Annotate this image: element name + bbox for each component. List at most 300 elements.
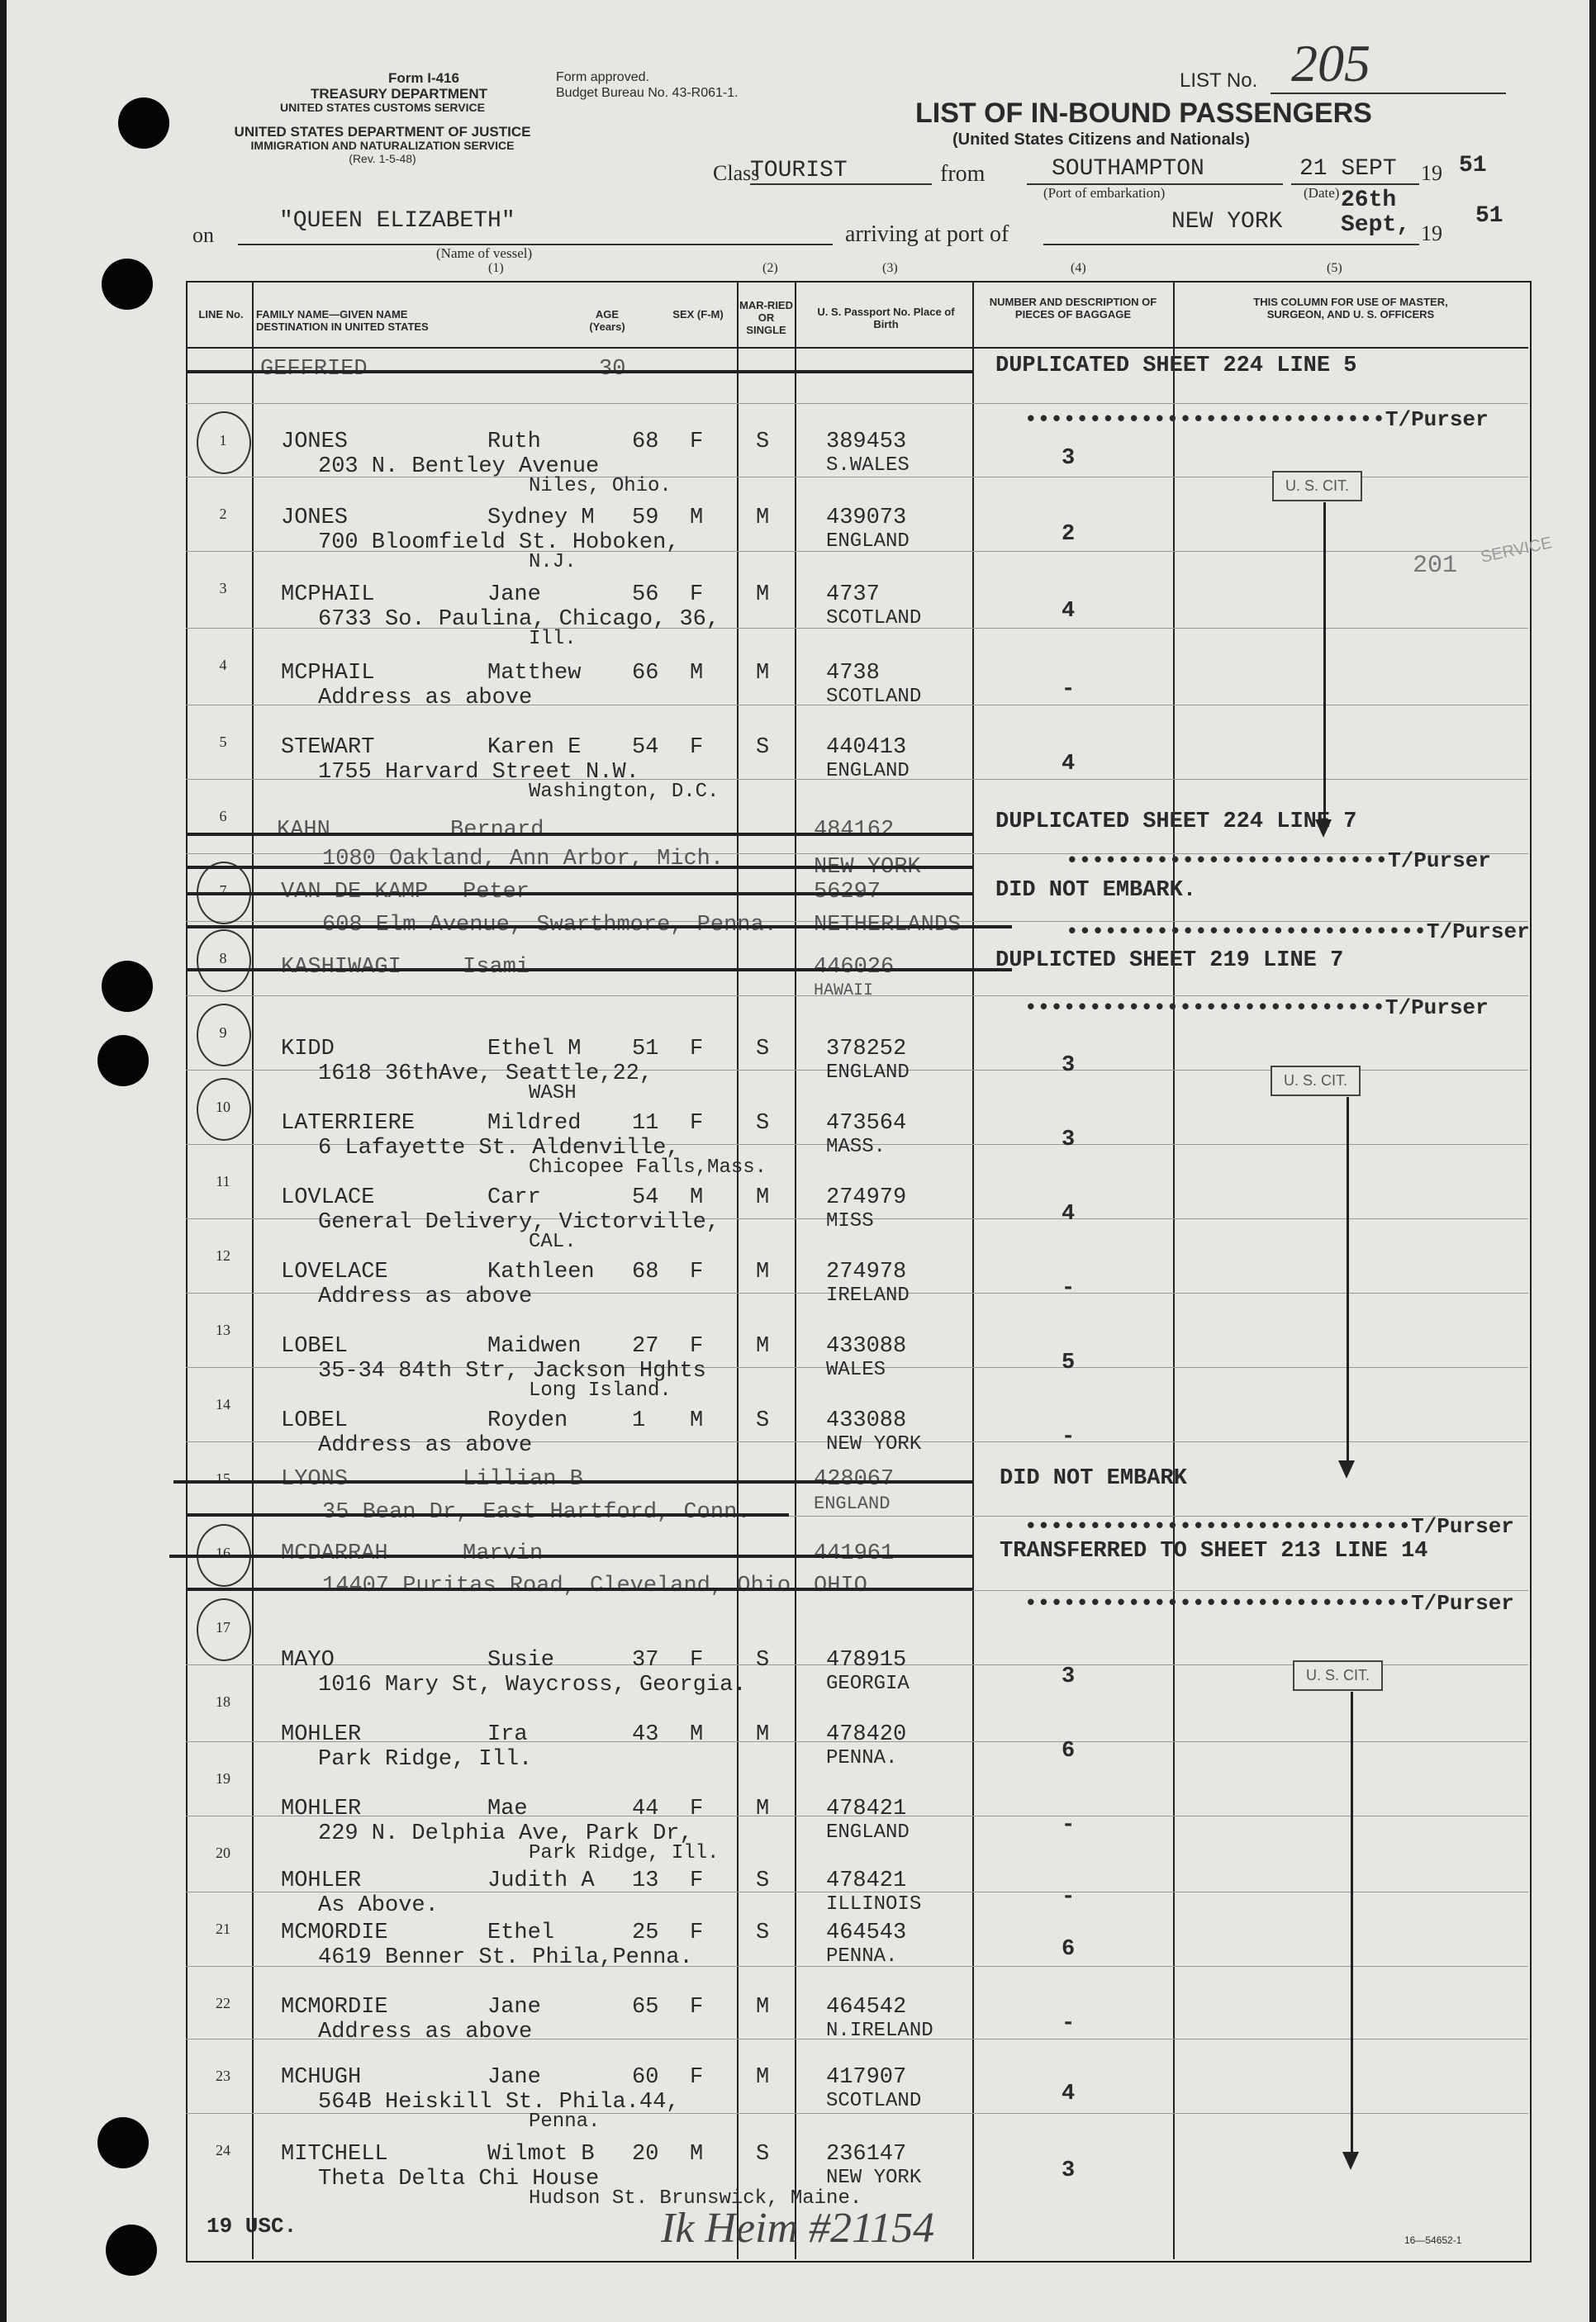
line-number: 23 xyxy=(216,2068,230,2084)
punch-hole xyxy=(118,97,169,149)
baggage-count: - xyxy=(1062,2011,1076,2036)
passport-number: 433088 xyxy=(826,1334,907,1359)
struck-name: MCDARRAH xyxy=(281,1541,388,1566)
age: 68 xyxy=(632,1260,659,1284)
purser-line: ••••••••••••••••••••••••••••T/Purser xyxy=(1024,407,1489,432)
marital-status: S xyxy=(756,1037,770,1061)
col-divider xyxy=(737,281,739,2259)
marital-status: S xyxy=(756,1408,770,1433)
strike-line xyxy=(186,1588,972,1591)
marital-status: M xyxy=(756,1334,770,1359)
col-married: MAR-RIED OR SINGLE xyxy=(739,299,793,336)
address-line-2: Ill. xyxy=(529,628,577,650)
family-name: MCMORDIE xyxy=(281,1995,388,2020)
struck-name: KASHIWAGI xyxy=(281,955,401,980)
age: 68 xyxy=(632,430,659,454)
struck-address: 35 Bean Dr, East Hartford, Conn. xyxy=(322,1500,751,1525)
struck-birth: NETHERLANDS xyxy=(814,913,962,938)
line-number: 20 xyxy=(216,1845,230,1861)
from-value: SOUTHAMPTON xyxy=(1052,156,1204,182)
birth-place: N.IRELAND xyxy=(826,2020,933,2042)
family-name: MCHUGH xyxy=(281,2065,362,2090)
given-name: Carr xyxy=(487,1185,541,1210)
marital-status: M xyxy=(756,1797,770,1821)
given-name: Wilmot B xyxy=(487,2142,595,2167)
sex: M xyxy=(690,1185,704,1210)
struck-remark: DUPLICATED SHEET 224 LINE 7 xyxy=(995,810,1357,834)
age: 44 xyxy=(632,1797,659,1821)
family-name: KIDD xyxy=(281,1037,335,1061)
col-baggage: NUMBER AND DESCRIPTION OF PIECES OF BAGGAGE xyxy=(989,296,1157,321)
birth-place: ENGLAND xyxy=(826,760,910,782)
birth-place: GEORGIA xyxy=(826,1673,910,1695)
baggage-count: 6 xyxy=(1062,1739,1076,1764)
punch-hole xyxy=(97,2117,149,2168)
struck-name: KAHN xyxy=(277,818,330,843)
birth-place: MASS. xyxy=(826,1136,886,1158)
birth-place: IRELAND xyxy=(826,1284,910,1307)
col-family-name: FAMILY NAME—GIVEN NAME xyxy=(256,308,408,321)
form-number: Form I-416 xyxy=(388,70,459,86)
passport-number: 439073 xyxy=(826,506,907,530)
line-circle xyxy=(197,1004,251,1066)
page-title: LIST OF IN-BOUND PASSENGERS xyxy=(915,97,1372,129)
baggage-count: 3 xyxy=(1062,1128,1076,1152)
family-name: LOBEL xyxy=(281,1408,349,1433)
vessel-caption: (Name of vessel) xyxy=(436,245,533,261)
age: 59 xyxy=(632,506,659,530)
address: 1618 36thAve, Seattle,22, xyxy=(318,1061,653,1086)
purser-line: ••••••••••••••••••••••••••••T/Purser xyxy=(1024,995,1489,1020)
arrival-underline xyxy=(1043,244,1419,245)
punch-hole xyxy=(102,961,153,1012)
col-age: AGE (Years) xyxy=(589,308,625,333)
age: 65 xyxy=(632,1995,659,2020)
address: Park Ridge, Ill. xyxy=(318,1747,533,1772)
col-divider xyxy=(972,281,974,2259)
col-divider xyxy=(252,281,254,2259)
us-cit-stamp: U. S. CIT. xyxy=(1272,471,1362,501)
birth-place: NEW YORK xyxy=(826,1433,922,1455)
age: 43 xyxy=(632,1722,659,1747)
struck-passport: 56297 xyxy=(814,880,881,905)
address-line-2: Park Ridge, Ill. xyxy=(529,1842,720,1864)
list-no-value: 205 xyxy=(1291,34,1370,93)
birth-place: PENNA. xyxy=(826,1747,898,1769)
address: Theta Delta Chi House xyxy=(318,2167,600,2191)
family-name: MCPHAIL xyxy=(281,582,375,607)
baggage-count: 4 xyxy=(1062,1202,1076,1227)
line-number: 7 xyxy=(219,882,227,899)
birth-place: S.WALES xyxy=(826,454,910,477)
given-name: Judith A xyxy=(487,1869,595,1893)
arrival-year-prefix: 19 xyxy=(1421,221,1442,245)
passport-number: 464542 xyxy=(826,1995,907,2020)
baggage-count: - xyxy=(1062,1813,1076,1838)
age: 51 xyxy=(632,1037,659,1061)
line-number: 9 xyxy=(219,1024,227,1041)
sex: M xyxy=(690,1408,704,1433)
col-divider xyxy=(1173,281,1175,2259)
passport-number: 4738 xyxy=(826,661,880,686)
given-name: Jane xyxy=(487,582,541,607)
footer-usc: 19 USC. xyxy=(207,2214,297,2239)
stamp-number: 201 xyxy=(1413,552,1458,580)
address: 4619 Benner St. Phila,Penna. xyxy=(318,1945,693,1970)
address-line-2: WASH xyxy=(529,1082,577,1104)
struck-birth: HAWAII xyxy=(814,981,874,1000)
sex: F xyxy=(690,1037,704,1061)
col-passport: U. S. Passport No. Place of Birth xyxy=(817,306,955,330)
vessel-name: "QUEEN ELIZABETH" xyxy=(279,208,515,234)
given-name: Ira xyxy=(487,1722,528,1747)
justice-dept: UNITED STATES DEPARTMENT OF JUSTICE xyxy=(234,124,531,140)
family-name: MITCHELL xyxy=(281,2142,388,2167)
punch-hole xyxy=(106,2225,157,2276)
struck-address: 608 Elm Avenue, Swarthmore, Penna. xyxy=(322,913,777,938)
passport-number: 478421 xyxy=(826,1869,907,1893)
baggage-count: 2 xyxy=(1062,522,1076,547)
family-name: JONES xyxy=(281,506,349,530)
given-name: Jane xyxy=(487,2065,541,2090)
family-name: LOVLACE xyxy=(281,1185,375,1210)
address: 6733 So. Paulina, Chicago, 36, xyxy=(318,607,720,632)
year-value: 51 xyxy=(1459,153,1487,178)
birth-place: SCOTLAND xyxy=(826,686,922,708)
birth-place: ENGLAND xyxy=(826,530,910,553)
col-officers: THIS COLUMN FOR USE OF MASTER, SURGEON, AND U. S. OFFICERS xyxy=(1253,296,1448,321)
passport-number: 440413 xyxy=(826,735,907,760)
address: 1755 Harvard Street N.W. xyxy=(318,760,639,785)
sex: F xyxy=(690,2065,704,2090)
sex: M xyxy=(690,506,704,530)
line-number: 15 xyxy=(216,1470,230,1487)
age: 25 xyxy=(632,1921,659,1945)
strike-line xyxy=(186,370,972,373)
strike-line xyxy=(186,925,1012,928)
struck-name: GEFFRIED xyxy=(260,357,368,382)
address: Address as above xyxy=(318,686,533,710)
passport-number: 473564 xyxy=(826,1111,907,1136)
family-name: JONES xyxy=(281,430,349,454)
struck-address: 1080 Oakland, Ann Arbor, Mich. xyxy=(322,847,724,871)
passport-number: 274978 xyxy=(826,1260,907,1284)
family-name: MOHLER xyxy=(281,1722,362,1747)
list-no-underline xyxy=(1271,93,1506,94)
baggage-count: 3 xyxy=(1062,446,1076,471)
line-circle xyxy=(197,1598,251,1661)
strike-line xyxy=(169,1555,972,1558)
sex: F xyxy=(690,1869,704,1893)
age: 13 xyxy=(632,1869,659,1893)
family-name: MCMORDIE xyxy=(281,1921,388,1945)
sex: M xyxy=(690,2142,704,2167)
address-line-2: Niles, Ohio. xyxy=(529,475,672,497)
given-name: Karen E xyxy=(487,735,582,760)
arrival-date: 26th Sept, xyxy=(1341,188,1411,238)
line-number: 16 xyxy=(216,1545,230,1561)
strike-line xyxy=(186,866,972,869)
struck-remark: DID NOT EMBARK xyxy=(1000,1466,1187,1491)
given-name: Ethel M xyxy=(487,1037,582,1061)
list-no-label: LIST No. xyxy=(1180,69,1258,92)
struck-given: Isami xyxy=(463,955,530,980)
passport-number: 417907 xyxy=(826,2065,907,2090)
family-name: MAYO xyxy=(281,1648,335,1673)
us-cit-stamp: U. S. CIT. xyxy=(1293,1660,1383,1691)
passport-number: 274979 xyxy=(826,1185,907,1210)
given-name: Sydney M xyxy=(487,506,595,530)
struck-age: 30 xyxy=(599,357,626,382)
sex: F xyxy=(690,1648,704,1673)
line-circle xyxy=(197,929,251,992)
arrival-year: 51 xyxy=(1475,203,1503,229)
address: 700 Bloomfield St. Hoboken, xyxy=(318,530,680,555)
budget-bureau: Budget Bureau No. 43-R061-1. xyxy=(556,86,739,100)
baggage-count: 5 xyxy=(1062,1351,1076,1375)
line-number: 5 xyxy=(219,734,227,750)
given-name: Jane xyxy=(487,1995,541,2020)
sex: M xyxy=(690,661,704,686)
baggage-count: 4 xyxy=(1062,752,1076,776)
struck-name: VAN DE KAMP xyxy=(281,880,429,905)
struck-birth: NEW YORK xyxy=(814,855,921,880)
given-name: Mae xyxy=(487,1797,528,1821)
line-number: 19 xyxy=(216,1770,230,1787)
col-num-4: (4) xyxy=(1071,261,1086,275)
page-subtitle: (United States Citizens and Nationals) xyxy=(952,131,1251,149)
line-number: 24 xyxy=(216,2142,230,2158)
age: 37 xyxy=(632,1648,659,1673)
on-label: on xyxy=(192,223,214,247)
line-number: 13 xyxy=(216,1322,230,1338)
vessel-underline xyxy=(238,244,833,245)
line-circle xyxy=(197,411,251,474)
struck-passport: 441961 xyxy=(814,1541,895,1566)
struck-given: Lillian B xyxy=(463,1467,583,1492)
struck-passport: 446026 xyxy=(814,955,895,980)
given-name: Susie xyxy=(487,1648,555,1673)
date-underline xyxy=(1291,183,1419,185)
marital-status: S xyxy=(756,430,770,454)
birth-place: ENGLAND xyxy=(826,1061,910,1084)
arrow-head xyxy=(1342,2152,1359,2170)
struck-address: 14407 Puritas Road, Cleveland, Ohio xyxy=(322,1574,791,1598)
arrow-line xyxy=(1351,1692,1353,2154)
address-line-2: CAL. xyxy=(529,1231,577,1253)
baggage-count: 3 xyxy=(1062,2158,1076,2183)
age: 20 xyxy=(632,2142,659,2167)
address-line-2: Hudson St. Brunswick, Maine. xyxy=(529,2187,862,2210)
sex: F xyxy=(690,430,704,454)
arrow-head xyxy=(1315,819,1332,838)
address: General Delivery, Victorville, xyxy=(318,1210,720,1235)
line-number: 11 xyxy=(216,1173,230,1189)
struck-birth: ENGLAND xyxy=(814,1493,891,1514)
passport-number: 433088 xyxy=(826,1408,907,1433)
baggage-count: - xyxy=(1062,1276,1076,1301)
line-number: 6 xyxy=(219,808,227,824)
struck-given: Peter xyxy=(463,880,530,905)
birth-place: ENGLAND xyxy=(826,1821,910,1844)
marital-status: M xyxy=(756,661,770,686)
marital-status: M xyxy=(756,1185,770,1210)
family-name: LOVELACE xyxy=(281,1260,388,1284)
sex: F xyxy=(690,1334,704,1359)
marital-status: M xyxy=(756,582,770,607)
col-line-no: LINE No. xyxy=(198,308,244,321)
class-label: Class xyxy=(713,161,760,185)
col-num-2: (2) xyxy=(762,261,778,275)
struck-remark: TRANSFERRED TO SHEET 213 LINE 14 xyxy=(1000,1539,1428,1564)
us-cit-stamp: U. S. CIT. xyxy=(1271,1066,1361,1096)
age: 54 xyxy=(632,735,659,760)
col-destination: DESTINATION IN UNITED STATES xyxy=(256,321,429,333)
birth-place: SCOTLAND xyxy=(826,2090,922,2112)
passport-number: 464543 xyxy=(826,1921,907,1945)
address-line-2: N.J. xyxy=(529,551,577,573)
address: 564B Heiskill St. Phila.44, xyxy=(318,2090,680,2115)
marital-status: S xyxy=(756,2142,770,2167)
passport-number: 236147 xyxy=(826,2142,907,2167)
passport-number: 478420 xyxy=(826,1722,907,1747)
line-circle xyxy=(197,1078,251,1141)
marital-status: M xyxy=(756,2065,770,2090)
arrival-port: NEW YORK xyxy=(1171,209,1283,235)
family-name: LOBEL xyxy=(281,1334,349,1359)
punch-hole xyxy=(97,1035,149,1086)
address: 6 Lafayette St. Aldenville, xyxy=(318,1136,680,1161)
baggage-count: - xyxy=(1062,1425,1076,1450)
line-number: 21 xyxy=(216,1921,230,1937)
sex: F xyxy=(690,1797,704,1821)
age: 11 xyxy=(632,1111,659,1136)
purser-line: ••••••••••••••••••••••••••••T/Purser xyxy=(1066,919,1530,944)
line-number: 8 xyxy=(219,950,227,966)
age: 66 xyxy=(632,661,659,686)
arrow-line xyxy=(1347,1097,1349,1465)
revision: (Rev. 1-5-48) xyxy=(349,152,416,165)
passport-number: 4737 xyxy=(826,582,880,607)
line-number: 1 xyxy=(219,432,227,449)
footer-signature: Ik Heim #21154 xyxy=(661,2205,935,2252)
passport-number: 389453 xyxy=(826,430,907,454)
family-name: MCPHAIL xyxy=(281,661,375,686)
year-prefix: 19 xyxy=(1421,161,1442,185)
line-number: 22 xyxy=(216,1995,230,2011)
col-divider xyxy=(795,281,796,2259)
col-num-3: (3) xyxy=(882,261,898,275)
struck-remark: DUPLICTED SHEET 219 LINE 7 xyxy=(995,948,1344,973)
marital-status: S xyxy=(756,735,770,760)
given-name: Mildred xyxy=(487,1111,582,1136)
struck-passport: 484162 xyxy=(814,818,895,843)
birth-place: SCOTLAND xyxy=(826,607,922,629)
address: Address as above xyxy=(318,2020,533,2044)
sex: F xyxy=(690,1260,704,1284)
footer-print-code: 16—54652-1 xyxy=(1404,2234,1462,2246)
address: 203 N. Bentley Avenue xyxy=(318,454,600,479)
purser-line: •••••••••••••••••••••••••T/Purser xyxy=(1066,848,1491,873)
birth-place: PENNA. xyxy=(826,1945,898,1968)
port-caption: (Port of embarkation) xyxy=(1043,185,1166,201)
purser-line: ••••••••••••••••••••••••••••••T/Purser xyxy=(1024,1591,1514,1616)
side-stamp: SERVICE xyxy=(1479,534,1554,567)
line-number: 17 xyxy=(216,1619,230,1636)
struck-given: Marvin xyxy=(463,1541,544,1566)
marital-status: S xyxy=(756,1921,770,1945)
class-value: TOURIST xyxy=(750,158,848,183)
punch-hole xyxy=(102,259,153,310)
birth-place: ILLINOIS xyxy=(826,1893,922,1916)
age: 54 xyxy=(632,1185,659,1210)
line-number: 10 xyxy=(216,1099,230,1115)
marital-status: M xyxy=(756,1995,770,2020)
line-number: 14 xyxy=(216,1396,230,1413)
age: 1 xyxy=(632,1408,646,1433)
marital-status: S xyxy=(756,1111,770,1136)
strike-line xyxy=(186,968,1012,971)
passport-number: 478421 xyxy=(826,1797,907,1821)
marital-status: S xyxy=(756,1869,770,1893)
given-name: Ethel xyxy=(487,1921,555,1945)
customs-service: UNITED STATES CUSTOMS SERVICE xyxy=(280,101,485,114)
address-line-2: Chicopee Falls,Mass. xyxy=(529,1156,767,1179)
marital-status: M xyxy=(756,506,770,530)
sex: M xyxy=(690,1722,704,1747)
date-caption: (Date) xyxy=(1304,185,1340,201)
col-num-1: (1) xyxy=(488,261,504,275)
strike-line xyxy=(173,1480,972,1484)
line-number: 2 xyxy=(219,506,227,522)
treasury-dept: TREASURY DEPARTMENT xyxy=(310,86,488,102)
struck-remark: DID NOT EMBARK. xyxy=(995,878,1197,903)
struck-given: Bernard xyxy=(450,818,544,843)
marital-status: M xyxy=(756,1722,770,1747)
date-value: 21 SEPT xyxy=(1299,156,1397,182)
baggage-count: 3 xyxy=(1062,1053,1076,1078)
address-line-2: Penna. xyxy=(529,2111,601,2133)
given-name: Matthew xyxy=(487,661,582,686)
from-label: from xyxy=(940,161,986,187)
family-name: MOHLER xyxy=(281,1797,362,1821)
strike-line xyxy=(186,833,972,836)
address: 1016 Mary St, Waycross, Georgia. xyxy=(318,1673,747,1698)
birth-place: MISS xyxy=(826,1210,874,1232)
line-number: 4 xyxy=(219,657,227,673)
age: 60 xyxy=(632,2065,659,2090)
address-line-2: Washington, D.C. xyxy=(529,781,720,803)
sex: F xyxy=(690,1995,704,2020)
strike-line xyxy=(186,1513,789,1517)
col-sex: SEX (F-M) xyxy=(672,308,724,321)
passport-number: 378252 xyxy=(826,1037,907,1061)
line-number: 18 xyxy=(216,1693,230,1710)
birth-place: NEW YORK xyxy=(826,2167,922,2189)
baggage-count: 3 xyxy=(1062,1664,1076,1689)
struck-name: LYONS xyxy=(281,1467,349,1492)
arrow-line xyxy=(1323,502,1326,824)
baggage-count: 4 xyxy=(1062,599,1076,624)
header-divider xyxy=(186,347,1528,349)
baggage-count: 6 xyxy=(1062,1937,1076,1962)
given-name: Kathleen xyxy=(487,1260,595,1284)
age: 27 xyxy=(632,1334,659,1359)
ins-service: IMMIGRATION AND NATURALIZATION SERVICE xyxy=(250,139,515,152)
given-name: Maidwen xyxy=(487,1334,582,1359)
arrow-head xyxy=(1338,1460,1355,1479)
col-num-5: (5) xyxy=(1327,261,1342,275)
